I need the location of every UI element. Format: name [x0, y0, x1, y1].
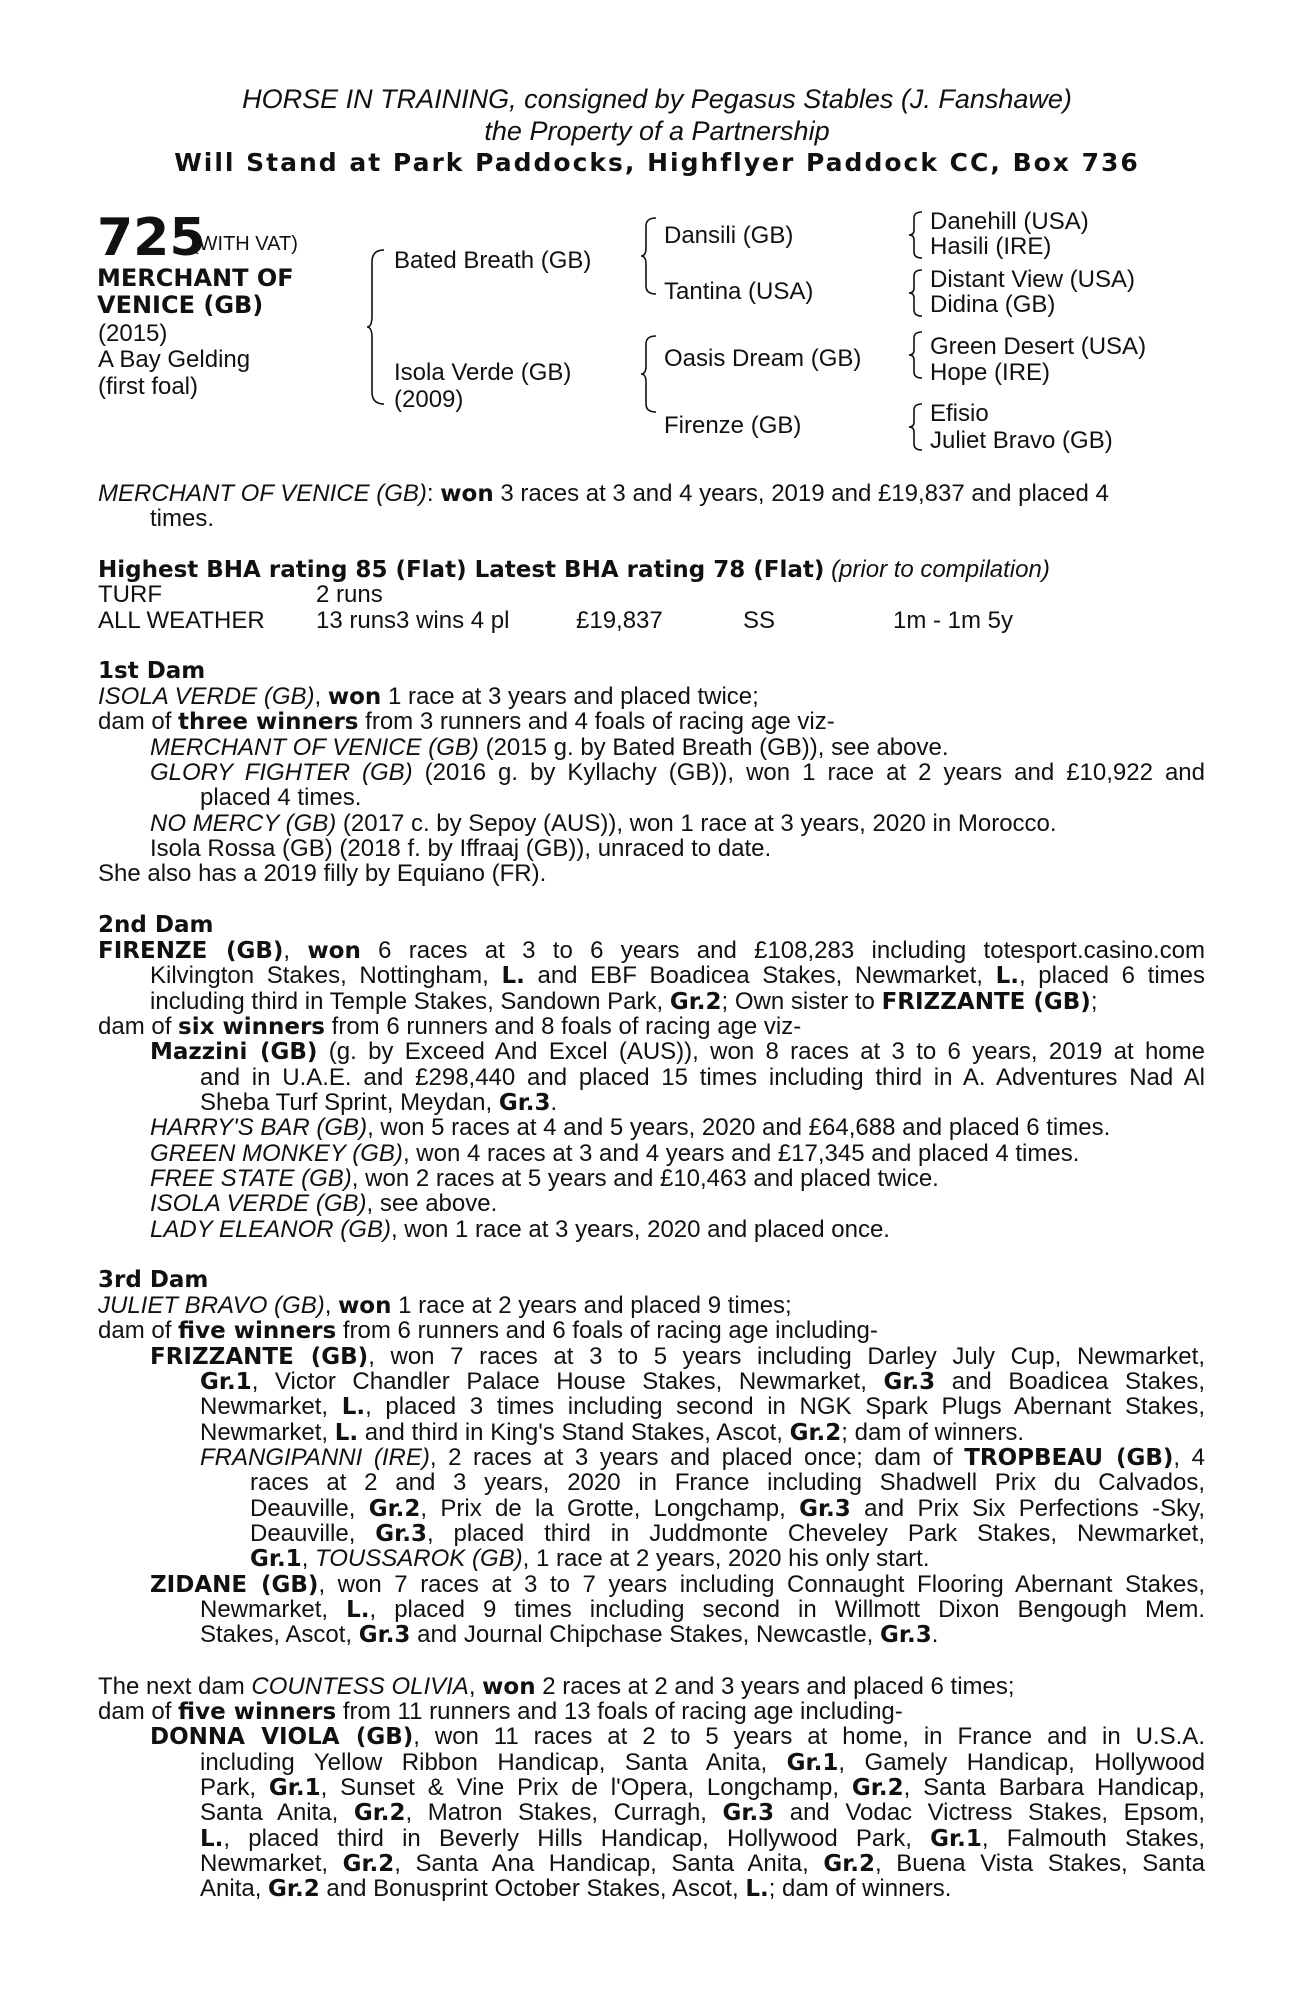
first-dam-line5: placed 4 times.	[200, 784, 362, 811]
foaling-year: (2015)	[98, 320, 168, 347]
third-dam-line4: Gr.1, Victor Chandler Palace House Stakes, Newmarket, Gr.3 and Boadicea Stakes,	[200, 1368, 1205, 1395]
pedigree-sds: Distant View (USA)	[930, 266, 1135, 293]
first-dam-line8: She also has a 2019 filly by Equiano (FR).	[98, 860, 547, 887]
second-dam-line1: FIRENZE (GB), won 6 races at 3 to 6 years and £108,283 including totesport.casino.com	[98, 937, 1205, 964]
pedigree-sire-dam: Tantina (USA)	[664, 278, 814, 305]
turf-label: TURF	[98, 581, 162, 608]
foal-note: (first foal)	[98, 373, 199, 400]
third-dam-line11: Gr.1, TOUSSAROK (GB), 1 race at 2 years, 2020 his only start.	[250, 1545, 930, 1572]
third-dam-line2: dam of five winners from 6 runners and 6 foals of racing age including-	[98, 1317, 878, 1344]
third-dam-line13: Newmarket, L., placed 9 times including second in Willmott Dixon Bengough Mem.	[200, 1596, 1205, 1623]
second-dam-line9: GREEN MONKEY (GB), won 4 races at 3 and 4 years and £17,345 and placed 4 times.	[150, 1140, 1080, 1167]
next-dam-line3: DONNA VIOLA (GB), won 11 races at 2 to 5 years at home, in France and in U.S.A.	[150, 1723, 1205, 1750]
first-dam-line6: NO MERCY (GB) (2017 c. by Sepoy (AUS)), won 1 race at 3 years, 2020 in Morocco.	[150, 810, 1057, 837]
second-dam-line5: Mazzini (GB) (g. by Exceed And Excel (AUS)), won 8 races at 3 to 6 years, 2019 at home	[150, 1038, 1205, 1065]
pedigree-dss: Green Desert (USA)	[930, 333, 1147, 360]
pedigree-dam-dam: Firenze (GB)	[664, 412, 802, 439]
pedigree-brace-sire	[640, 216, 658, 296]
horse-description: A Bay Gelding	[98, 346, 251, 373]
horse-name-line1: MERCHANT OF	[97, 264, 294, 292]
third-dam-line3: FRIZZANTE (GB), won 7 races at 3 to 5 years including Darley July Cup, Newmarket,	[150, 1343, 1205, 1370]
next-dam-line2: dam of five winners from 11 runners and 13 foals of racing age including-	[98, 1698, 903, 1725]
pedigree-brace-dam	[640, 334, 658, 414]
first-dam-line1: ISOLA VERDE (GB), won 1 race at 3 years and placed twice;	[98, 683, 759, 710]
pedigree-brace-sd	[908, 268, 924, 318]
aw-runs: 13 runs3 wins 4 pl	[316, 607, 510, 634]
second-dam-line11: ISOLA VERDE (GB), see above.	[150, 1190, 498, 1217]
second-dam-line12: LADY ELEANOR (GB), won 1 race at 3 years, 2020 and placed once.	[150, 1216, 890, 1243]
first-dam-line7: Isola Rossa (GB) (2018 f. by Iffraaj (GB)), unraced to date.	[150, 835, 772, 862]
vat-label: (WITH VAT)	[192, 233, 298, 255]
first-dam-line3: MERCHANT OF VENICE (GB) (2015 g. by Bated Breath (GB)), see above.	[150, 734, 949, 761]
third-dam-line1: JULIET BRAVO (GB), won 1 race at 2 years and placed 9 times;	[98, 1292, 792, 1319]
second-dam-line6: and in U.A.E. and £298,440 and placed 15 times including third in A. Adventures Nad Al	[200, 1064, 1205, 1091]
third-dam-line5: Newmarket, L., placed 3 times including second in NGK Spark Plugs Abernant Stakes,	[200, 1393, 1205, 1420]
next-dam-line7: L., placed third in Beverly Hills Handicap, Hollywood Park, Gr.1, Falmouth Stakes,	[200, 1825, 1205, 1852]
second-dam-line7: Sheba Turf Sprint, Meydan, Gr.3.	[200, 1089, 558, 1116]
third-dam-line8: races at 2 and 3 years, 2020 in France including Shadwell Prix du Calvados,	[250, 1469, 1205, 1496]
pedigree-dam-sire: Oasis Dream (GB)	[664, 345, 862, 372]
pedigree-dam: Isola Verde (GB)	[394, 359, 572, 386]
next-dam-line8: Newmarket, Gr.2, Santa Ana Handicap, Santa Anita, Gr.2, Buena Vista Stakes, Santa	[200, 1850, 1206, 1877]
next-dam-line4: including Yellow Ribbon Handicap, Santa Anita, Gr.1, Gamely Handicap, Hollywood	[200, 1749, 1205, 1776]
pedigree-sdd: Didina (GB)	[930, 291, 1056, 318]
pedigree-sire: Bated Breath (GB)	[394, 247, 592, 274]
aw-ss: SS	[743, 607, 776, 634]
pedigree-brace-ss	[908, 210, 924, 260]
third-dam-title: 3rd Dam	[98, 1267, 209, 1293]
header-consignor: HORSE IN TRAINING, consigned by Pegasus Stables (J. Fanshawe)	[242, 84, 1072, 114]
aw-label: ALL WEATHER	[98, 607, 265, 634]
pedigree-brace-dd	[908, 402, 924, 452]
rating-line: Highest BHA rating 85 (Flat) Latest BHA rating 78 (Flat) (prior to compilation)	[98, 556, 1050, 583]
first-dam-title: 1st Dam	[98, 658, 206, 684]
third-dam-line14: Stakes, Ascot, Gr.3 and Journal Chipchase Stakes, Newcastle, Gr.3.	[200, 1621, 939, 1648]
third-dam-line12: ZIDANE (GB), won 7 races at 3 to 7 years including Connaught Flooring Abernant Stakes,	[150, 1571, 1205, 1598]
next-dam-line9: Anita, Gr.2 and Bonusprint October Stakes, Ascot, L.; dam of winners.	[200, 1875, 952, 1902]
pedigree-dds: Efisio	[930, 400, 989, 427]
header-location: Will Stand at Park Paddocks, Highflyer Paddock CC, Box 736	[174, 148, 1140, 177]
turf-runs: 2 runs	[316, 581, 383, 608]
summary-line2: times.	[150, 505, 215, 532]
summary-line1: MERCHANT OF VENICE (GB): won 3 races at 3 and 4 years, 2019 and £19,837 and placed 4	[98, 480, 1109, 507]
pedigree-brace-ds	[908, 330, 924, 380]
first-dam-line2: dam of three winners from 3 runners and 4 foals of racing age viz-	[98, 708, 835, 735]
pedigree-ssd: Hasili (IRE)	[930, 233, 1052, 260]
pedigree-brace-main	[366, 248, 386, 406]
next-dam-line6: Santa Anita, Gr.2, Matron Stakes, Curragh, Gr.3 and Vodac Victress Stakes, Epsom,	[200, 1799, 1205, 1826]
pedigree-ddd: Juliet Bravo (GB)	[930, 427, 1113, 454]
next-dam-line1: The next dam COUNTESS OLIVIA, won 2 races at 2 and 3 years and placed 6 times;	[98, 1673, 1015, 1700]
aw-distance: 1m - 1m 5y	[893, 607, 1014, 634]
pedigree-sss: Danehill (USA)	[930, 208, 1089, 235]
third-dam-line9: Deauville, Gr.2, Prix de la Grotte, Longchamp, Gr.3 and Prix Six Perfections -Sky,	[250, 1495, 1205, 1522]
header-property: the Property of a Partnership	[484, 116, 830, 146]
horse-name-line2: VENICE (GB)	[97, 291, 264, 319]
second-dam-title: 2nd Dam	[98, 912, 214, 938]
second-dam-line4: dam of six winners from 6 runners and 8 foals of racing age viz-	[98, 1013, 802, 1040]
next-dam-line5: Park, Gr.1, Sunset & Vine Prix de l'Opera, Longchamp, Gr.2, Santa Barbara Handicap,	[200, 1774, 1206, 1801]
pedigree-dsd: Hope (IRE)	[930, 359, 1051, 386]
pedigree-dam-year: (2009)	[394, 386, 464, 413]
lot-number: 725	[97, 208, 206, 268]
third-dam-line7: FRANGIPANNI (IRE), 2 races at 3 years and placed once; dam of TROPBEAU (GB), 4	[200, 1444, 1206, 1471]
first-dam-line4: GLORY FIGHTER (GB) (2016 g. by Kyllachy (GB)), won 1 race at 2 years and £10,922 and	[150, 759, 1205, 786]
aw-money: £19,837	[576, 607, 663, 634]
second-dam-line3: including third in Temple Stakes, Sandown Park, Gr.2; Own sister to FRIZZANTE (GB);	[150, 988, 1098, 1015]
second-dam-line10: FREE STATE (GB), won 2 races at 5 years and £10,463 and placed twice.	[150, 1165, 939, 1192]
second-dam-line2: Kilvington Stakes, Nottingham, L. and EBF Boadicea Stakes, Newmarket, L., placed 6 times	[150, 962, 1205, 989]
second-dam-line8: HARRY'S BAR (GB), won 5 races at 4 and 5 years, 2020 and £64,688 and placed 6 times.	[150, 1114, 1111, 1141]
pedigree-sire-sire: Dansili (GB)	[664, 222, 794, 249]
third-dam-line10: Deauville, Gr.3, placed third in Juddmonte Cheveley Park Stakes, Newmarket,	[250, 1520, 1205, 1547]
third-dam-line6: Newmarket, L. and third in King's Stand Stakes, Ascot, Gr.2; dam of winners.	[200, 1419, 1025, 1446]
